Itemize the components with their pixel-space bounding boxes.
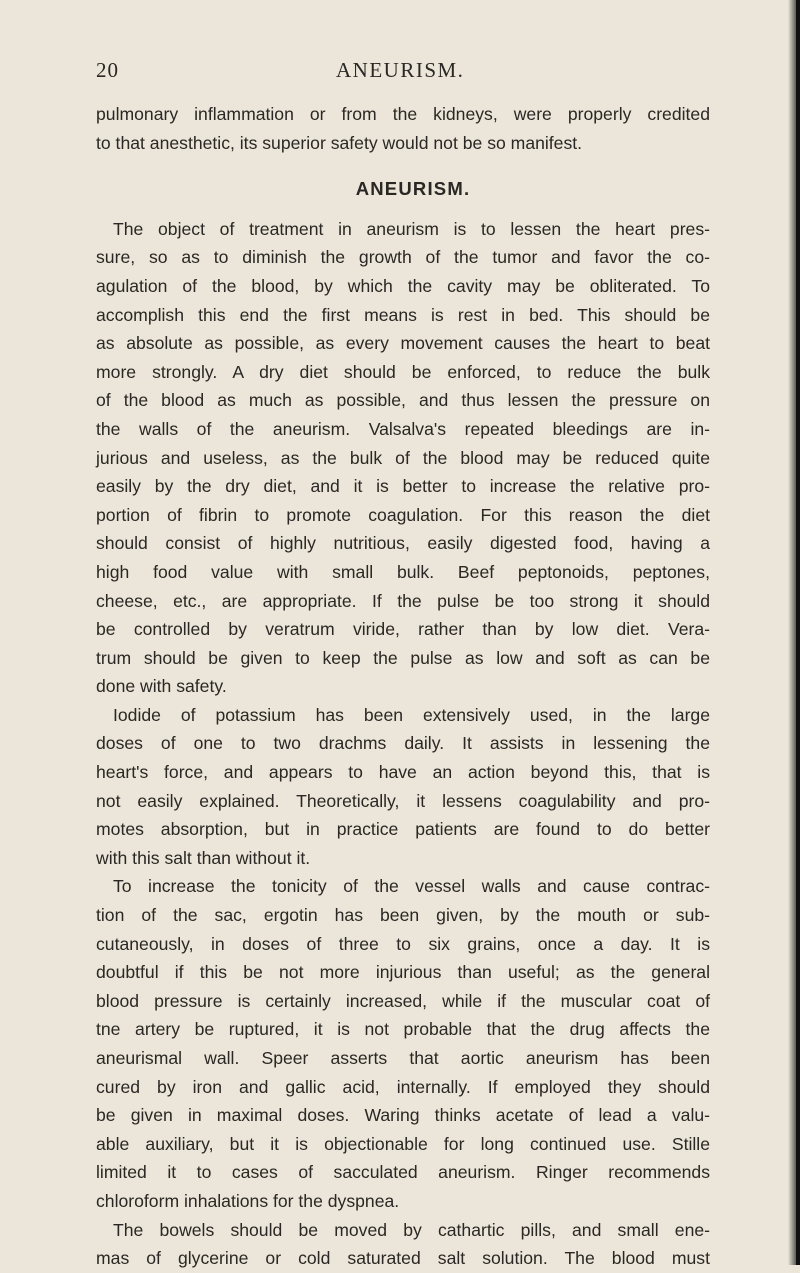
body-text [96,100,710,1273]
text-line: The bowels should be moved by cathartic pills, and small ene- [113,1219,710,1240]
text-line: trum should be given to keep the pulse as low and soft as can be [96,647,710,668]
text-line: portion of fibrin to promote coagulation. For this reason the diet [96,504,710,525]
paragraph-tonicity [96,872,710,1215]
text-line: sure, so as to diminish the growth of the tumor and favor the co- [96,247,710,268]
paragraph-bowels [96,1216,710,1273]
text-line: agulation of the blood, by which the cavity may be obliterated. To [96,275,710,296]
paragraph-treatment [96,215,710,701]
text-line: high food value with small bulk. Beef peptonoids, peptones, [96,561,710,582]
text-line: The object of treatment in aneurism is to lessen the heart pres- [113,218,710,239]
text-line: of the blood as much as possible, and thus lessen the pressure on [96,390,710,411]
text-line: as absolute as possible, as every movement causes the heart to beat [96,333,710,354]
text-line: more strongly. A dry diet should be enforced, to reduce the bulk [96,361,710,382]
text-line: to that anesthetic, its superior safety would not be so manifest. [96,132,583,153]
page-header [96,58,716,88]
text-line: cheese, etc., are appropriate. If the pulse be too strong it should [96,590,710,611]
text-line: aneurismal wall. Speer asserts that aortic aneurism has been [96,1048,710,1068]
text-line: cutaneously, in doses of three to six grains, once a day. It is [96,933,710,954]
text-line: mas of glycerine or cold saturated salt solution. The blood must [96,1248,710,1269]
text-line: the walls of the aneurism. Valsalva's repeated bleedings are in- [96,418,710,439]
text-line: heart's force, and appears to have an action beyond this, that is [96,762,710,783]
page-number: 20 [96,58,119,82]
text-line: jurious and useless, as the bulk of the blood may be reduced quite [96,447,710,468]
text-line: not easily explained. Theoretically, it lessens coagulability and pro- [96,790,710,811]
section-title: ANEURISM. [355,178,471,200]
text-line: able auxiliary, but it is objectionable for long continued use. Stille [96,1133,710,1154]
text-line: motes absorption, but in practice patients are found to do better [96,819,710,840]
paragraph-iodide [96,701,710,873]
text-line: be controlled by veratrum viride, rather than by low diet. Vera- [96,619,710,640]
text-line: To increase the tonicity of the vessel walls and cause contrac- [113,876,710,897]
intro-paragraph [96,100,710,157]
page-edge [796,0,800,1265]
text-line: limited it to cases of sacculated aneurism. Ringer recommends [96,1162,710,1183]
text-line: tne artery be ruptured, it is not probable that the drug affects the [96,1019,710,1040]
text-line: chloroform inhalations for the dyspnea. [96,1190,400,1211]
text-line: easily by the dry diet, and it is better to increase the relative pro- [96,476,710,497]
text-line: should consist of highly nutritious, easily digested food, having a [96,533,710,554]
text-line: done with safety. [96,676,227,697]
text-line: Iodide of potassium has been extensively used, in the large [113,704,710,725]
text-line: doubtful if this be not more injurious than useful; as the general [96,962,710,983]
text-line: doses of one to two drachms daily. It assists in lessening the [96,733,710,754]
running-head: ANEURISM. [336,58,465,82]
text-line: pulmonary inflammation or from the kidneys, were properly credited [96,104,710,124]
text-line: cured by iron and gallic acid, internally. If employed they should [96,1076,710,1097]
text-line: accomplish this end the first means is rest in bed. This should be [96,304,710,325]
text-line: tion of the sac, ergotin has been given, by the mouth or sub- [96,905,710,926]
text-line: blood pressure is certainly increased, while if the muscular coat of [96,990,710,1011]
text-line: be given in maximal doses. Waring thinks acetate of lead a valu- [96,1105,710,1126]
text-line: with this salt than without it. [96,847,311,868]
